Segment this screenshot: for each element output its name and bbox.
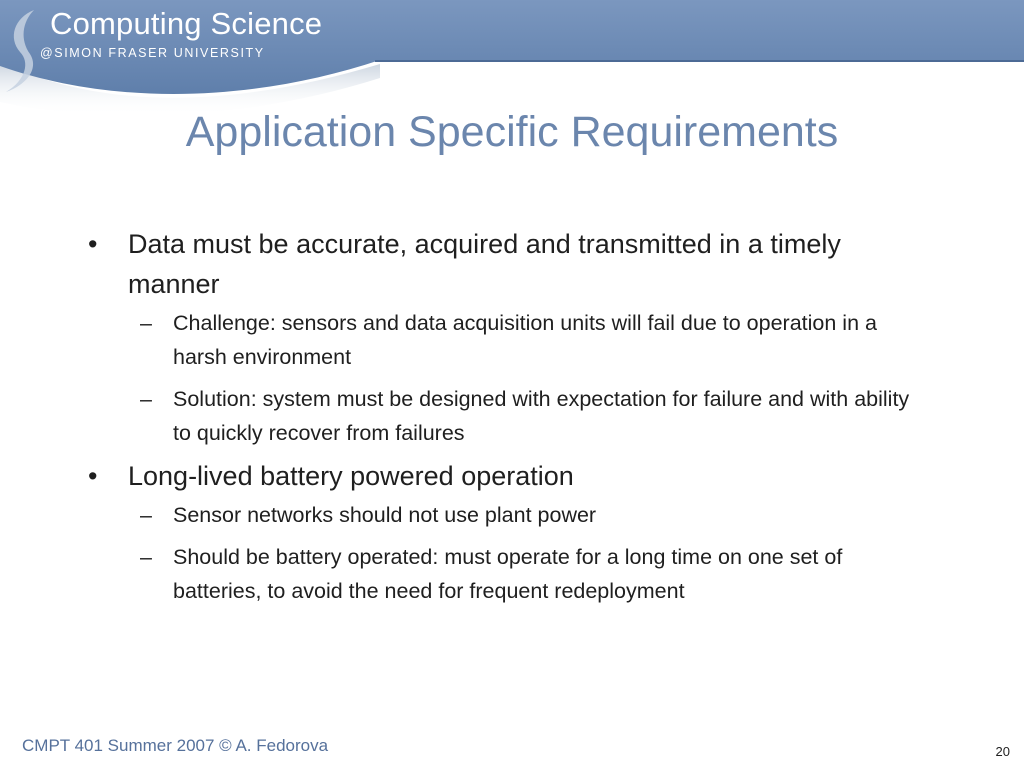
sub-bullet-item bbox=[0, 382, 933, 450]
sub-bullet-text: Should be battery operated: must operate for a long time on one set of batteries, to avoid the need for frequent redeployment bbox=[173, 545, 843, 603]
bullet-text: Long-lived battery powered operation bbox=[128, 461, 574, 491]
sub-bullet-item bbox=[0, 498, 933, 532]
sub-bullet-text: Sensor networks should not use plant power bbox=[173, 503, 597, 527]
sub-bullet-text: Challenge: sensors and data acquisition units will fail due to operation in a harsh environment bbox=[173, 311, 877, 369]
sub-bullet-marker: – bbox=[140, 503, 152, 527]
sub-bullet-text: Solution: system must be designed with expectation for failure and with ability to quickly recover from failures bbox=[173, 387, 910, 445]
sub-bullet-marker: – bbox=[140, 387, 152, 411]
sub-bullet-marker: – bbox=[140, 311, 152, 335]
slide-content bbox=[0, 224, 1024, 616]
sub-bullet-marker: – bbox=[140, 545, 152, 569]
footer-course-info: CMPT 401 Summer 2007 © A. Fedorova bbox=[22, 736, 329, 755]
page-number: 20 bbox=[995, 744, 1010, 759]
logo-title: Computing Science bbox=[50, 6, 323, 41]
bullet-text: Data must be accurate, acquired and transmitted in a timely manner bbox=[128, 229, 841, 299]
bullet-marker: • bbox=[88, 461, 98, 491]
bullet-item bbox=[0, 456, 898, 496]
sub-bullet-item bbox=[0, 540, 933, 608]
header-banner bbox=[0, 0, 1024, 120]
sub-bullet-item bbox=[0, 306, 933, 374]
bullet-marker: • bbox=[88, 229, 98, 259]
slide-title: Application Specific Requirements bbox=[185, 108, 839, 156]
logo-subtitle: @SIMON FRASER UNIVERSITY bbox=[40, 46, 265, 60]
bullet-item bbox=[0, 224, 898, 304]
